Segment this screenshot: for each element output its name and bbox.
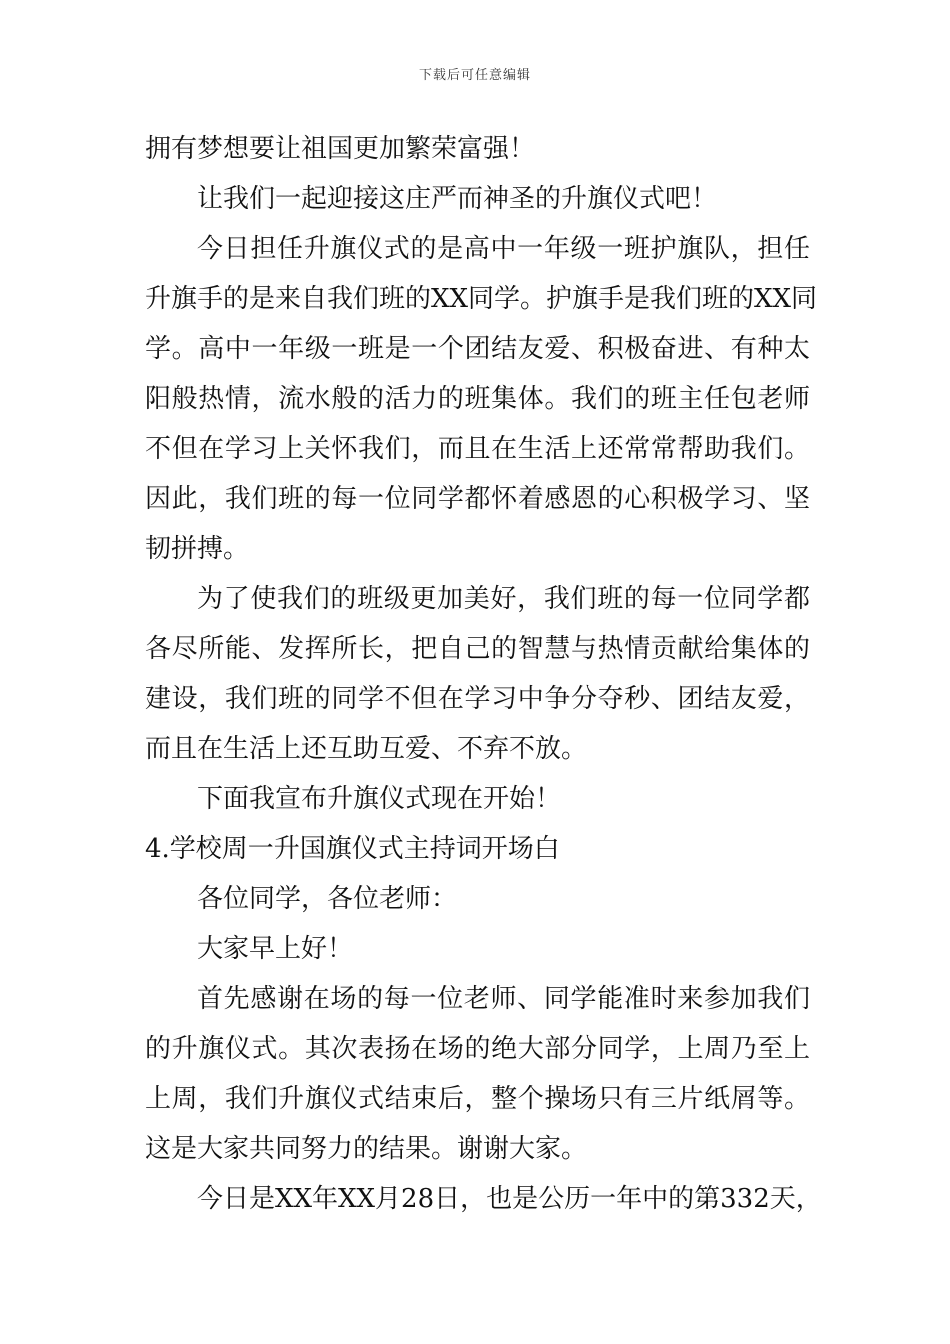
page-header-note: 下载后可任意编辑 (418, 68, 531, 83)
text-line: 今日是XX年XX月28日，也是公历一年中的第332天， (197, 1184, 822, 1214)
text-line: 的升旗仪式。其次表扬在场的绝大部分同学，上周乃至上 (145, 1034, 810, 1064)
text-line: 升旗手的是来自我们班的XX同学。护旗手是我们班的XX同 (145, 284, 818, 314)
text-line: 让我们一起迎接这庄严而神圣的升旗仪式吧！ (197, 184, 718, 214)
section-heading: 4.学校周一升国旗仪式主持词开场白 (145, 834, 560, 864)
text-line: 大家早上好！ (197, 934, 354, 964)
text-line: 学。高中一年级一班是一个团结友爱、积极奋进、有种太 (145, 334, 810, 364)
text-line: 不但在学习上关怀我们，而且在生活上还常常帮助我们。 (145, 434, 810, 464)
text-line: 上周，我们升旗仪式结束后，整个操场只有三片纸屑等。 (145, 1084, 810, 1114)
text-line: 拥有梦想要让祖国更加繁荣富强！ (145, 134, 536, 164)
text-line: 各尽所能、发挥所长，把自己的智慧与热情贡献给集体的 (145, 634, 810, 664)
text-line: 下面我宣布升旗仪式现在开始！ (197, 784, 562, 814)
text-line: 而且在生活上还互助互爱、不弃不放。 (145, 734, 588, 764)
text-line: 韧拼搏。 (145, 534, 250, 564)
text-line: 为了使我们的班级更加美好，我们班的每一位同学都 (197, 584, 810, 614)
text-line: 这是大家共同努力的结果。谢谢大家。 (145, 1134, 588, 1164)
text-line: 建设，我们班的同学不但在学习中争分夺秒、团结友爱， (145, 684, 810, 714)
text-line: 首先感谢在场的每一位老师、同学能准时来参加我们 (197, 984, 810, 1014)
text-line: 今日担任升旗仪式的是高中一年级一班护旗队，担任 (197, 234, 810, 264)
text-line: 阳般热情，流水般的活力的班集体。我们的班主任包老师 (145, 384, 810, 414)
text-line: 各位同学，各位老师： (197, 884, 458, 914)
document-body (145, 124, 822, 1224)
text-line: 因此，我们班的每一位同学都怀着感恩的心积极学习、坚 (145, 484, 810, 514)
